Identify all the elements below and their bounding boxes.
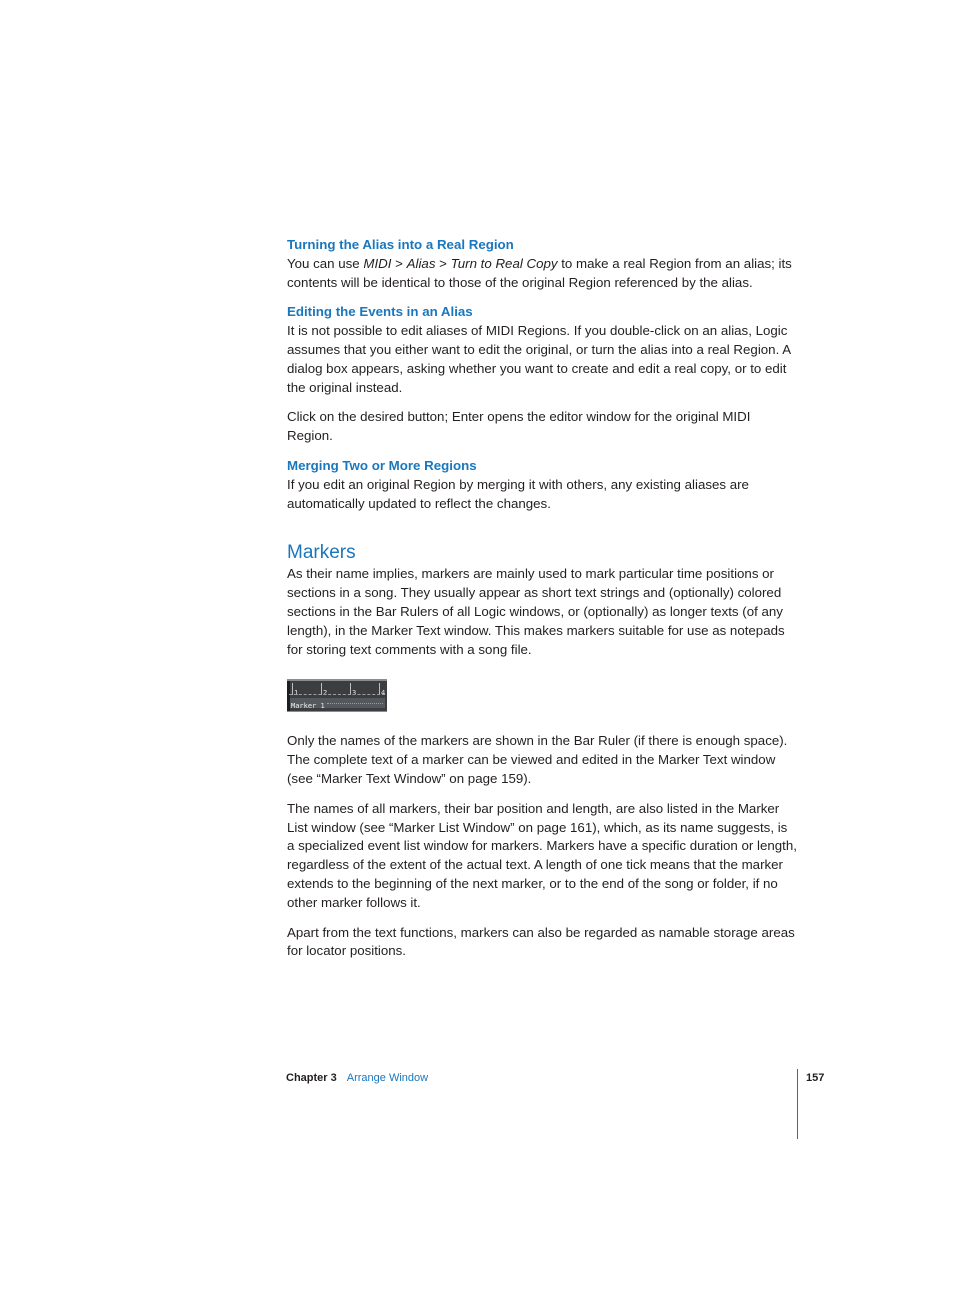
marker-lane-ticks	[327, 703, 383, 704]
footer-chapter: Chapter 3	[286, 1072, 337, 1084]
page-number: 157	[806, 1072, 825, 1084]
paragraph-markers-3: The names of all markers, their bar position and length, are also listed in the Marker List window (see “Marker List Window” on page 161), which, as its name suggests, is a specialized event list window for markers. Markers have a specific duration or length, regardless of the extent of the actual text. A length of one tick means that the marker extends to the beginning of the next marker, or to the end of the song or folder, if no other marker follows it.	[287, 800, 797, 910]
bar-number: 2	[323, 689, 328, 698]
paragraph-merging-regions: If you edit an original Region by merging it with others, any existing aliases are automatically updated to reflect the changes.	[287, 476, 749, 511]
paragraph-editing-events-2: Click on the desired button; Enter opens the editor window for the original MIDI Region.	[287, 409, 751, 444]
page-content	[287, 236, 797, 961]
menu-turn-to-real-copy: Turn to Real Copy	[450, 255, 558, 271]
heading-turning-alias: Turning the Alias into a Real Region	[287, 237, 514, 252]
ruler-dashed-line	[289, 694, 385, 695]
text-run: >	[391, 255, 407, 271]
paragraph-markers-2: Only the names of the markers are shown in the Bar Ruler (if there is enough space). The complete text of a marker can be viewed and edited in the Marker Text window (see “Marker Text Window” on page 159).	[287, 733, 788, 786]
bar-ruler-figure	[287, 679, 797, 712]
footer-chapter-title: Arrange Window	[346, 1072, 429, 1084]
text-run: >	[435, 255, 451, 271]
paragraph-editing-events-1: It is not possible to edit aliases of MIDI Regions. If you double-click on an alias, Logic assumes that you either want to edit the original, or turn the alias into a real Region. A dialog box appears, asking whether you want to create and edit a real copy, or to edit the original instead.	[287, 323, 791, 395]
marker-label: Marker 1	[291, 702, 325, 711]
paragraph-turning-alias	[287, 255, 797, 293]
footer-divider-line	[797, 1069, 798, 1139]
page-footer	[286, 1071, 428, 1085]
menu-midi: MIDI	[363, 255, 392, 271]
bar-number: 4	[381, 689, 386, 698]
bar-number: 3	[352, 689, 357, 698]
heading-markers: Markers	[287, 542, 356, 564]
menu-alias: Alias	[406, 255, 436, 271]
bar-ruler	[287, 679, 387, 712]
heading-merging-regions: Merging Two or More Regions	[287, 457, 477, 473]
text-run: to make a real Region from an alias; its contents will be identical to those of the original Region referenced by the alias.	[287, 255, 792, 290]
text-run: You can use	[287, 255, 364, 271]
bar-number: 1	[294, 689, 299, 698]
markers-section	[287, 541, 797, 961]
heading-editing-events: Editing the Events in an Alias	[287, 304, 473, 320]
paragraph-markers-4: Apart from the text functions, markers can also be regarded as namable storage areas for locator positions.	[287, 924, 795, 959]
paragraph-markers-1: As their name implies, markers are mainly used to mark particular time positions or sections in a song. They usually appear as short text strings and (optionally) colored sections in the Bar Rulers of all Logic windows, or (optionally) as longer texts (of any length), in the Marker Text window. This makes markers suitable for use as notepads for storing text comments with a song file.	[287, 566, 785, 657]
